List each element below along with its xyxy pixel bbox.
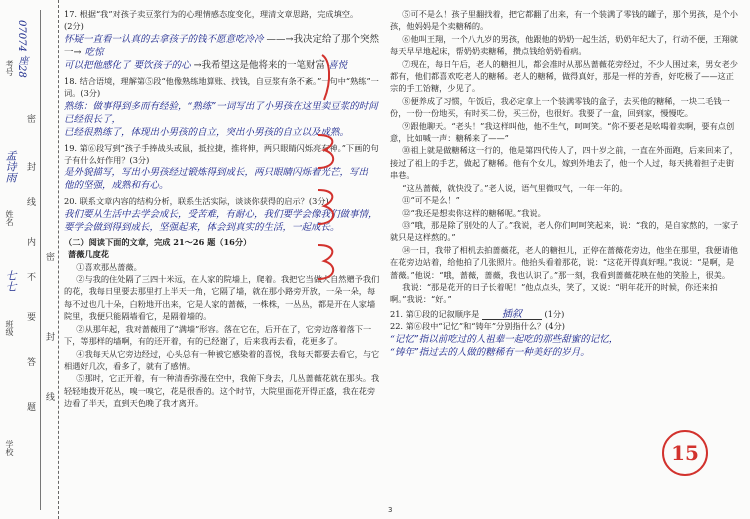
seal-char: 题 <box>27 403 37 413</box>
article-title: 蔷薇几度花 <box>68 249 109 260</box>
q17-handwriting-2: 可以把他感化了 要饮孩子的心 →我希望这是他将来的一笔财富 喜悦 <box>64 59 348 71</box>
exam-number-value: 07074 座28 <box>16 20 27 78</box>
class-value: 七七 <box>4 270 17 292</box>
seal-char: 要 <box>27 313 37 323</box>
binding-margin <box>0 0 59 519</box>
seal-char: 密 <box>27 115 37 125</box>
q22-answer-2: “铸年”指过去的人做的糖稀有一种美好的岁月。 <box>390 346 590 358</box>
q17-score: (2分) <box>64 21 84 32</box>
article-paragraph: ④我每天从它旁边经过，心头总有一种被它感染着的喜悦，我每天都要去看它，与它相遇好几次，看多了，就有了感情。 <box>64 348 380 371</box>
q18-answer-1: 熟练：做事得到多而有经验，“熟练”一词写出了小男孩在这里卖豆浆的时间已经很长了， <box>64 100 378 125</box>
seal-char: 封 <box>27 163 37 173</box>
article-paragraph: ⑨跟他聊天。“老头！”我这样叫他，他不生气，呵呵笑。“你不要老是吆喝着卖啊，要有点创意，比如喊一声：糖稀来了——” <box>390 120 735 144</box>
q20-answer-2: 要学会做到得到成长，坚强起来，体会到真实的生活，一起成长。 <box>64 221 340 233</box>
q19-prompt: 19. 第⑥段写到“孩子手捧战头或鼠，抵拉捷，推将伸，两只眼睛闪烁亮有神。”下画的句子有什么好作用？(3分) <box>64 142 379 166</box>
seal-char: 线 <box>27 198 37 208</box>
article-paragraph: 我说：“那是花开的日子长着呢！”他点点头，笑了，又说：“明年花开的时候，你还来拍啊。”我说：“好。” <box>390 281 718 305</box>
article-paragraph: ⑦现在，每日午后，老人的糖担儿，都会准时从那丛蔷薇花旁经过，不少人围过来，男女老少都有，他们都喜欢吃老人的糖稀。老人的糖稀，做得真好，那是一样的芳香，好吃极了——这正宗的手工饴糖，少见了。 <box>390 58 738 94</box>
seal-char-left: 线 <box>46 393 56 403</box>
seal-char: 不 <box>27 273 37 283</box>
q17-handwriting-1: 怀疑一直看一认真的去拿孩子的钱不愿意吃冷冷 ——→我决定给了那个突然一→ 吃惊 <box>64 33 380 58</box>
section-heading: （二）阅读下面的文章，完成 21～26 题（16分） <box>64 236 252 247</box>
article-paragraph: ⑭一日，我带了相机去拍蔷薇花，老人的糖担儿，正停在蔷薇花旁边，他坐在那里，我便请他在花旁边站着，给他拍了几张照片。他抬头看着那花，说：“这花开得真好哩。”我说：“是啊，是蔷薇。”他说：“哦，蔷薇，蔷薇，我也认识了。”那一刻，我看到蔷薇花映在他的笑脸上，很美。 <box>390 244 738 280</box>
q18-answer-2: 已经很熟练了，体现出小男孩的自立，突出小男孩的自立以及成熟。 <box>64 126 350 138</box>
article-paragraph: “这丛蔷薇，就快没了。”老人说，语气里微叹气，一年一年的。 <box>402 182 628 193</box>
article-paragraph: ⑫“我还是想卖你这样的糖稀呢。”我说。 <box>402 207 546 218</box>
article-paragraph: ⑥他叫王翔，一个八九岁的男孩，他跟他的奶奶一起生活，奶奶年纪大了，行动不便，王翔就每天早早地起床，帮奶奶卖糖稀，攒点钱给奶奶看病。 <box>390 33 738 57</box>
q21-prompt: 21. 第①段的记叙顺序是 插叙 (1分) <box>390 308 565 321</box>
q22-prompt: 22. 第⑥段中“记忆”和“铸年”分别指什么？(4分) <box>390 321 565 332</box>
seal-char-left: 封 <box>46 333 56 343</box>
article-paragraph: ⑧便养成了习惯，午饭后，我必定拿上一个装满零钱的盒子，去买他的糖稀，一块二毛钱一份，一份一份地买，有时买二份，买三份，也很好。我要了一盒，回到家，慢慢吃。 <box>390 95 730 119</box>
exam-number-label: 考号 <box>5 60 14 76</box>
class-label: 班级 <box>5 320 14 336</box>
total-score-circle <box>662 430 708 476</box>
article-paragraph: ②从那年起，我对蔷薇用了“满墙”形容。落在它在，后开在了，它旁边落着落下一下，等那样的墙啊，有的还开着，有的已经谢了，后来我再去看，花更多了。 <box>64 323 372 347</box>
left-column <box>64 8 382 410</box>
q19-answer-1: 是外貌描写，写出小男孩经过锻炼得到成长，两只眼睛闪烁着光芒，写出 <box>64 167 369 179</box>
article-paragraph: ⑩祖上就是做糖稀这一行的，他是第四代传人了，四十岁之前，一直在外面跑，后来回来了，接过了祖上的手艺，做起了糖稀。他有个女儿，嫁到外地去了，他一个人过，每天挑着担子走街串巷。 <box>390 145 738 181</box>
article-paragraph: ⑤那时，它正开着，有一种清香弥漫在空中，我俯下身去，几丛蔷薇花就在那头。我轻轻地拨开花丛，嗅一嗅它，花是很香的。这个时节，大院里面花开得正盛，我在花旁边看了半天，直到天色晚了我才离开。 <box>64 373 380 409</box>
q21-answer: 插叙 <box>482 309 542 320</box>
name-label: 姓名 <box>5 210 14 226</box>
q17-prompt: 17. 根据“我”对孩子卖豆浆行为的心理情感态度变化，理清文章思路，完成填空。 <box>64 9 359 19</box>
right-column <box>390 8 742 359</box>
article-paragraph: ⑤可不是么！孩子里翻找着，把它都翻了出来，有一个装满了零钱的罐子，那个男孩，是个小孩，他妈妈是个卖糖稀的。 <box>390 9 738 32</box>
binding-rule <box>40 10 41 510</box>
q18-prompt: 18. 结合语境，理解第⑤段“他像熟练地算账、找钱，自豆浆有条不紊。”一句中“熟练”一词。(3分) <box>64 75 379 99</box>
seal-char-left: 密 <box>46 253 56 263</box>
school-label: 学校 <box>5 440 14 456</box>
article-paragraph: ①喜欢那丛蔷薇。 <box>76 261 142 272</box>
article-paragraph: ②与我的住处隔了三四十米远，在人家的院墙上，爬着。我把它当做大自然赠予我们的花，我每日里要去那里打上半天一角，它隔了墙，就在那小路旁开放，一朵一朵，每每不过也几十朵，白粉地开出来，它是人家的蔷薇，一株株，一丛丛，都是开在人家墙院里，我便只能隔墙看它，是隔着墙的。 <box>64 274 380 322</box>
q20-prompt: 20. 联系文章内容的结构分析，联系生活实际，谈谈你获得的启示？(3分) <box>64 196 329 207</box>
total-score: 15 <box>671 441 699 465</box>
article-paragraph: ⑪“可不是么！” <box>402 195 460 206</box>
page-number: 3 <box>388 506 393 514</box>
seal-char: 答 <box>27 358 37 368</box>
seal-char: 内 <box>27 238 37 248</box>
article-paragraph: ⑬“哦，那是除了别处的人了。”我说，老人你们呵呵笑起来，说：“我的，是自家熬的，一家子就只是这样熬的。” <box>390 219 739 243</box>
q20-answer-1: 我们要从生活中去学会成长，受苦难，有耐心，我们要学会像我们做事情， <box>64 208 378 220</box>
q22-answer-1: “记忆”指以前吃过的人祖辈一起吃的那些甜蜜的记忆， <box>390 333 619 345</box>
q19-answer-2: 他的坚强，成熟和有心。 <box>64 180 169 192</box>
name-value: 孟诗雨 <box>4 150 17 183</box>
